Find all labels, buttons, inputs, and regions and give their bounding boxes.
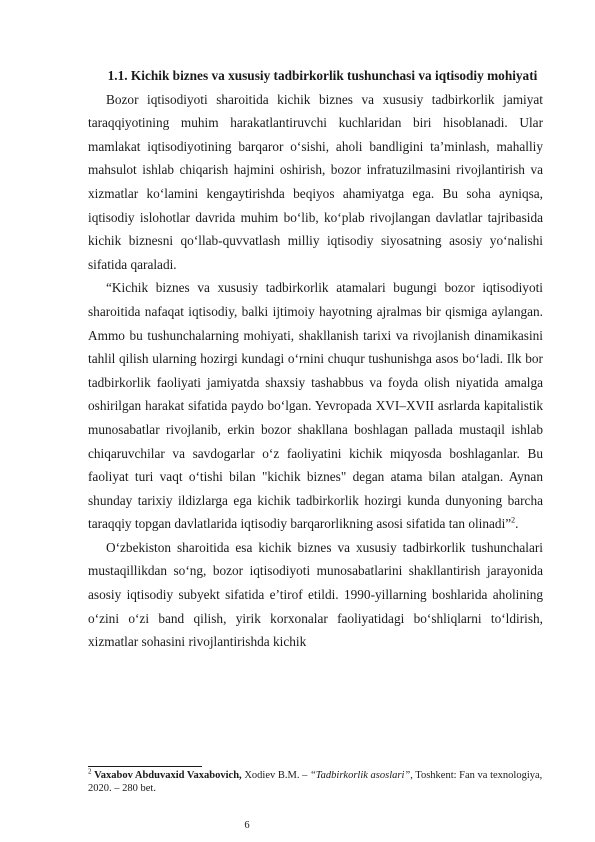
footnote-title: “Tadbirkorlik asoslari” [309, 770, 411, 781]
paragraph-2-tail: . [515, 516, 519, 532]
footnote-separator [88, 766, 202, 767]
paragraph-2-text: “Kichik biznes va xususiy tadbirkorlik atamalari bugungi bozor iqtisodiyoti sharoitida nafaqat iqtisodiy, balki ijtimoiy hayotning ajralmas bir qismiga aylangan. Ammo bu tushunchalarning mohiyati, shakllanish tarixi va rivojlanish dinamikasini tahlil qilish ularning hozirgi kundagi o‘rnini chuqur tushunishga asos bo‘ladi. Ilk bor tadbirkorlik faoliyati jamiyatda shaxsiy tashabbus va foyda olish niyatida amalga oshirilgan harakat sifatida paydo bo‘lgan. Yevropada XVI–XVII asrlarda kapitalistik munosabatlar rivojlanib, erkin bozor shakllana boshlagan pallada mustaqil ishlab chiqaruvchilar va savdogarlar o‘z faoliyatini kichik miqyosda boshlaganlar. Bu faoliyat turi vaqt o‘tishi bilan "kichik biznes" degan atama bilan atalgan. Aynan shunday tarixiy ildizlarga ega kichik tadbirkorlik hozirgi kunda dunyoning barcha taraqqiy topgan davlatlarida iqtisodiy barqarorlikning asosi sifatida tan olinadi” [88, 280, 543, 532]
footnote [88, 769, 548, 795]
document-body [88, 64, 543, 654]
section-heading: 1.1. Kichik biznes va xususiy tadbirkorlik tushunchasi va iqtisodiy mohiyati [107, 68, 538, 83]
paragraph-1: Bozor iqtisodiyoti sharoitida kichik biznes va xususiy tadbirkorlik jamiyat taraqqiyotining muhim harakatlantiruvchi kuchlaridan biri hisoblanadi. Ular mamlakat iqtisodiyotining barqaror o‘sishi, aholi bandligini ta’minlash, mahalliy mahsulot ishlab chiqarish hajmini oshirish, bozor infratuzilmasini rivojlantirish va xizmatlar ko‘lamini kengaytirishda beqiyos ahamiyatga ega. Bu soha ayniqsa, iqtisodiy islohotlar davrida muhim bo‘lib, ko‘plab rivojlangan davlatlar tajribasida kichik biznesni qo‘llab-quvvatlash milliy iqtisodiy siyosatning asosiy yo‘nalishi sifatida qaraladi. [88, 91, 543, 272]
footnote-publication: , Toshkent: Fan va texnologiya, 2020. – 280 bet. [88, 770, 543, 794]
paragraph-3: O‘zbekiston sharoitida esa kichik biznes va xususiy tadbirkorlik tushunchalari mustaqillikdan so‘ng, bozor iqtisodiyoti munosabatlarini shakllantirish jarayonida asosiy iqtisodiy subyekt sifatida e’tirof etildi. 1990-yillarning boshlarida aholining o‘zini o‘zi band qilish, yirik korxonalar faoliyatidagi bo‘shliqlarni to‘ldirish, xizmatlar sohasini rivojlantirishda kichik [88, 539, 543, 650]
paragraph-2 [88, 276, 543, 536]
footnote-marker: 2 [88, 767, 92, 776]
footnote-reference[interactable]: 2 [511, 515, 516, 525]
footnote-coauthor: Xodiev B.M. – [241, 770, 310, 781]
footnote-author: Vaxabov Abduvaxid Vaxabovich, [94, 770, 242, 781]
page-number: 6 [244, 820, 250, 831]
